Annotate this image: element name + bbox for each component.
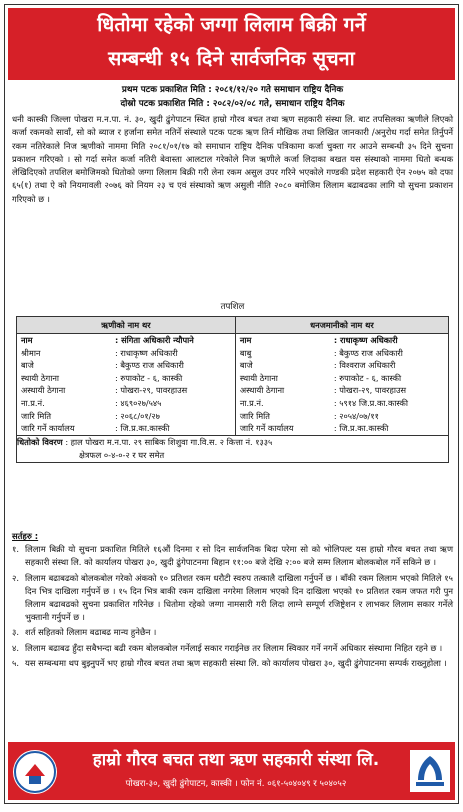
borrower-header: ऋणीको नाम थर: [17, 317, 236, 334]
borrower-row: अस्थायी ठेगाना : पोखरा-२९, पावरहाउस: [21, 385, 188, 396]
first-publication-date: प्रथम पटक प्रकाशित मिति : २०८१/१२/२० गते समाधान राष्ट्रिय दैनिक: [121, 85, 344, 95]
borrower-row: बाजे : बैकुण्ठ राज अधिकारी: [21, 360, 184, 371]
guarantor-row: नाम : राधाकृष्ण अधिकारी: [239, 335, 398, 345]
collateral-details: [17, 435, 449, 462]
cooperative-emblem-icon: [410, 750, 450, 792]
guarantor-header: धनजमानीको नाम थर: [235, 317, 448, 334]
notice-body: धनी कास्की जिल्ला पोखरा म.न.पा. नं. ३०, खुदी ढुंगेपाटन स्थित हाम्रो गौरव बचत तथा ऋण सहकारी संस्था लि. बाट तपसिलका ऋणीले लिएको कर्जा रकमको सावाँ, सो को ब्याज र हर्जाना समेत नतिर्ने संस्थाले पटक पटक ऋण तिर्न मौखिक तथा लिखित जानकारी /अनुरोध गर्दा समेत तिर्नुपर्ने रकम नतिरेकाले निज ऋणीको नाममा मिति २०८१/०१/१७ को समाधान राष्ट्रिय दैनिक पत्रिकामा कर्जा चुक्ता गर आउने सम्बन्धी ३५ दिने सुचना प्रकाशन गरिएको । सो गर्दा समेत कर्जा नतिरी बेवास्ता आलटाल गरेकोले निज ऋणीले कर्जा लिदाका बखत यस संस्थाको नाममा धितो बन्धक लेखिदिएको तपशिल बमोजिमको धितोको जग्गा लिलाम बिक्री गरी लेना रकम असुल उपर गरिने भएकोले गण्डकी प्रदेश सहकारी ऐन २०७५ को दफा ६५(१) तथा ऐ को नियमावली २०७६ को नियम २३ च एवं संस्थाको ऋण असुली नीति २०८० बमोजिम लिलाम बढाबढका लागि यो सुचना प्रकाशन गरिएको छ ।: [12, 114, 453, 204]
guarantor-row: बाजे : विश्वराज अधिकारी: [239, 360, 396, 371]
borrower-details: [17, 334, 236, 436]
title-line-1: धितोमा रहेको जग्गा लिलाम बिक्री गर्ने: [97, 13, 366, 36]
organization-footer: [8, 742, 455, 800]
guarantor-row: अस्थायी ठेगाना : पोखरा-२९, पावरहाउस: [239, 385, 407, 396]
notice-page: [4, 4, 459, 804]
borrower-row: स्थायी ठेगाना : रुपाकोट - ६, कास्की: [21, 372, 183, 383]
guarantor-row: जारि मिति : २०५४/०७/११: [239, 410, 379, 421]
condition-item: ५. यस सम्बन्धमा थप बुझ्नुपर्ने भए हाम्रो गौरव बचत तथा ऋण सहकारी संस्था लि. को कार्यालय पोखरा ३०, खुदी ढुंगेपाटनमा सम्पर्क राख्नुहोला ।: [12, 657, 447, 668]
conditions-section: [12, 530, 453, 672]
borrower-row: ना.प्र.नं. : ४६९०२७/५४५: [21, 397, 162, 408]
guarantor-row: स्थायी ठेगाना : रुपाकोट - ६, कास्की: [239, 372, 402, 383]
title-line-2: सम्बन्धी १५ दिने सार्वजनिक सूचना: [108, 47, 355, 70]
conditions-title: सर्तहरु :: [12, 531, 39, 541]
organization-address: पोखरा-३०, खुदी ढुंगेपाटन, कास्की । फोन नं. ०६१-५०४०४९ र ५०४०५२: [125, 779, 347, 789]
borrower-row: नाम : संगिता अधिकारी न्यौपाने: [21, 335, 194, 345]
collateral-line-2: क्षेत्रफल ०-४-०-२ र घर समेत: [79, 449, 165, 460]
organization-name: हाम्रो गौरव बचत तथा ऋण सहकारी संस्था लि.: [92, 750, 380, 770]
collateral-label: धितोको विवरण: [17, 436, 63, 447]
condition-item: १. लिलाम बिक्री यो सुचना प्रकाशित मितिले १६औं दिनमा र सो दिन सार्वजनिक बिदा परेमा सो को भोलिपल्ट यस हाम्रो गौरव बचत तथा ऋण सहकारी संस्था लि. को कार्यालय पोखरा ३०, खुदी ढुंगेपाटनमा बिहान ११:०० बजे देखि २:०० बजे सम्म लिलाम बोलकबोल गर्ने सकिने छ ।: [12, 544, 453, 568]
condition-item: ३. शर्त सहितको लिलाम बढाबढ मान्य हुनेछैन ।: [12, 627, 157, 638]
details-heading: तपशिल: [220, 302, 245, 312]
borrower-row: जारि मिति : २०६८/०१/२७: [21, 410, 160, 421]
borrower-guarantor-table: [16, 316, 449, 463]
condition-item: २. लिलाम बढाबढको बोलकबोल गरेको अंकको १० प्रतिशत रकम धरौटी स्वरुप तत्कालै दाखिला गर्नुपर्ने छ । बाँकी रकम लिलाम भएको मितिले १५ दिन भित्र दाखिला गर्नुपर्ने छ । १५ दिन भित्र बाकी रकम दाखिला नगरेमा लिलाम भएको दिन दाखिला भएको १० प्रतिशत रकम जफत गरी पुन लिलाम बढाबढको सुचना प्रकाशित गरिनेछ । धितोमा रहेको जग्गा नामसारी गरी लिदा लाग्ने सम्पूर्ण रजिष्ट्रेशन र लाभकर लिलाम सकार गर्नेले भुक्तानी गर्नुपर्ने छ ।: [12, 572, 453, 623]
collateral-line-1: : हाल पोखरा म.न.पा. २९ साबिक शिशुवा गा.वि.स. २ कित्ता नं. १३३५: [65, 436, 273, 447]
guarantor-row: जारि गर्ने कार्यालय : जि.प्र.का.कास्की: [239, 423, 389, 434]
guarantor-row: बाबु : बैकुण्ठ राज अधिकारी: [239, 347, 403, 358]
second-publication-date: दोस्रो पटक प्रकाशित मिति : २०८२/०२/०८ गते, समाधान राष्ट्रिय दैनिक: [120, 99, 345, 109]
cooperative-logo-icon: [13, 750, 57, 794]
guarantor-row: ना.प्र.नं. : ५९१४ जि.प्र.का.कास्की: [239, 397, 408, 408]
guarantor-details: [235, 334, 448, 436]
borrower-row: श्रीमान : राधाकृष्ण अधिकारी: [21, 347, 178, 358]
borrower-row: जारि गर्ने कार्यालय : जि.प्र.का.कास्की: [21, 423, 170, 434]
condition-item: ४. लिलाम बढाबढ हुँदा सबैभन्दा बढी रकम बोलकबोल गर्नेलाई सकार गराईनेछ तर लिलाम स्विकार गर्ने नगर्ने अधिकार संस्थामा निहित रहने छ ।: [12, 642, 443, 653]
notice-title: [8, 8, 455, 80]
